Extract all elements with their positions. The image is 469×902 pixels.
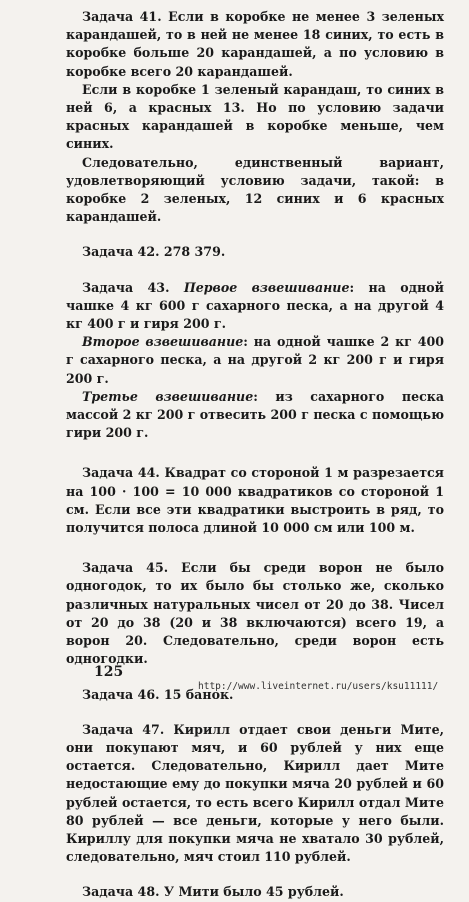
weighing-1-text: : на одной чашке 4 кг 600 г сахарного песка, а на другой 4 кг 400 г и гиря 200 г. <box>66 279 444 332</box>
task-42-text: 278 379. <box>163 244 226 260</box>
page-number: 125 <box>94 664 124 680</box>
task-43 <box>66 279 444 443</box>
weighing-2-label: Второе взвешивание <box>82 334 244 350</box>
weighing-3-label: Третье взвешивание <box>82 388 254 404</box>
task-41-p2: Если в коробке 1 зеленый карандаш, то синих в ней 6, а красных 13. Но по условию задачи красных карандашей в коробке меньше, чем синих. <box>66 81 444 152</box>
task-41-p1 <box>66 8 444 81</box>
task-45 <box>66 559 444 668</box>
weighing-2-text: : на одной чашке 2 кг 400 г сахарного песка, а на другой 2 кг 200 г и гиря 200 г. <box>66 334 445 386</box>
weighing-1-label: Первое взвешивание <box>183 279 350 295</box>
task-44 <box>66 464 444 537</box>
task-41 <box>66 8 444 226</box>
task-41-p1-text: Если в коробке не менее 3 зеленых карандашей, то в ней не менее 18 синих, то есть в коробке больше 20 карандашей, а по условию в коробке всего 20 карандашей. <box>66 9 444 79</box>
task-47-label: Задача 47. <box>82 721 165 737</box>
task-45-text: Если бы среди ворон не было одногодок, то их было бы столько же, сколько различных натуральных чисел от 20 до 38. Чисел от 20 до 38 (20 и 38 включаются) всего 19, а ворон 20. Следовательно, среди ворон есть одногодки. <box>66 560 444 667</box>
task-46-text: 15 банок. <box>163 686 234 702</box>
task-45-label: Задача 45. <box>82 560 169 576</box>
page-body <box>66 8 444 902</box>
task-44-label: Задача 44. <box>82 465 160 481</box>
task-48-text: У Мити было 45 рублей. <box>163 884 344 900</box>
task-46-label: Задача 46. <box>82 686 160 702</box>
watermark-url: http://www.liveinternet.ru/users/ksu11111/ <box>198 681 439 692</box>
task-48 <box>66 883 444 901</box>
weighing-3-text: : из сахарного песка массой 2 кг 200 г отвесить 200 г песка с помощью гири 200 г. <box>66 388 444 441</box>
task-41-p3: Следовательно, единственный вариант, удовлетворяющий условию задачи, такой: в коробке 2 зеленых, 12 синих и 6 красных карандашей. <box>66 154 444 225</box>
task-43-label: Задача 43. <box>82 279 170 295</box>
task-48-label: Задача 48. <box>82 884 160 900</box>
task-44-text: Квадрат со стороной 1 м разрезается на 100 · 100 = 10 000 квадратиков со стороной 1 см. Если все эти квадратики выстроить в ряд, то получится полоса длиной 10 000 см или 100 м. <box>66 465 444 536</box>
task-42-label: Задача 42. <box>82 244 160 260</box>
task-41-label: Задача 41. <box>82 9 162 24</box>
task-47-text: Кирилл отдает свои деньги Мите, они покупают мяч, и 60 рублей у них еще остается. Следовательно, Кирилл дает Мите недостающие ему до покупки мяча 20 рублей и 60 рублей остается, то есть всего Кирилл отдал Мите 80 рублей — все деньги, которые у него были. Кириллу для покупки мяча не хватало 30 рублей, следовательно, мяч стоил 110 рублей. <box>66 721 444 865</box>
task-47 <box>66 721 444 867</box>
task-42 <box>66 243 444 261</box>
